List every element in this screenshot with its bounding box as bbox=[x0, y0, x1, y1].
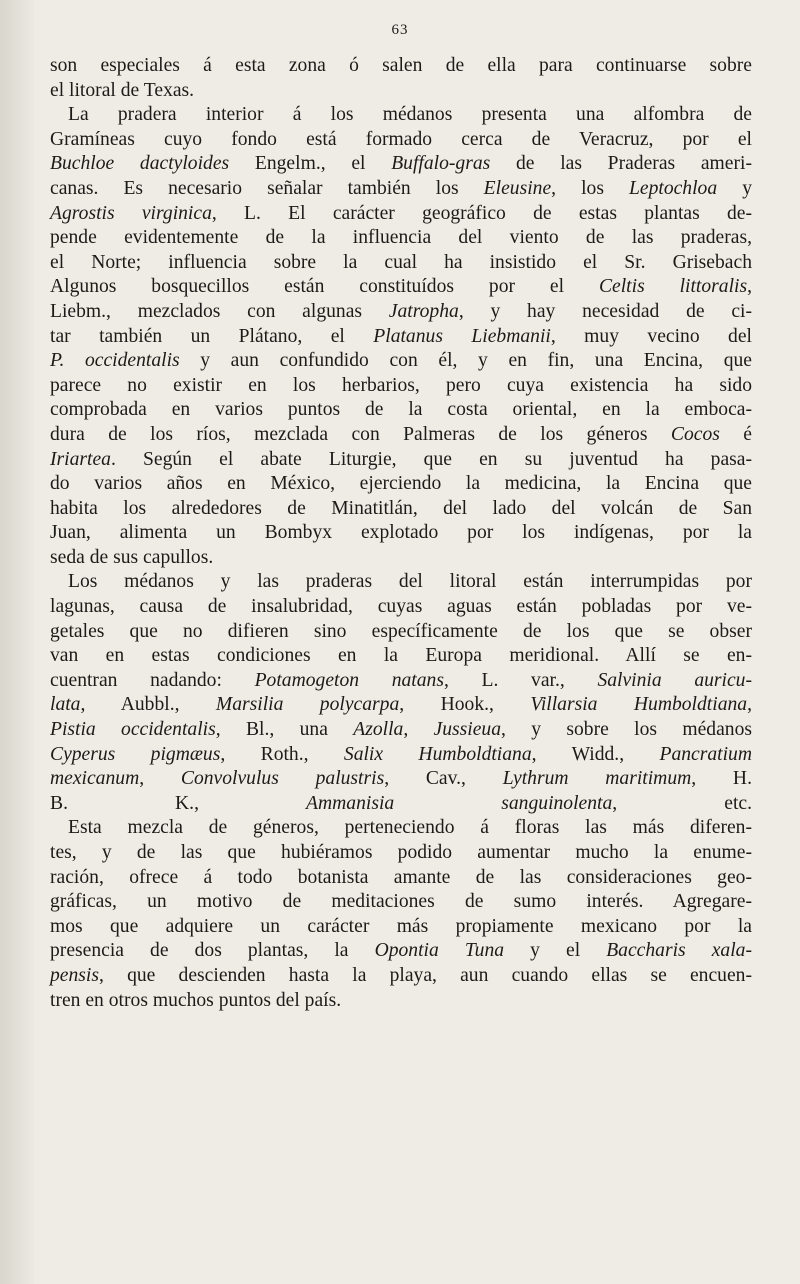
species-name: Opontia Tuna bbox=[374, 940, 505, 962]
page-shadow-edge bbox=[0, 0, 34, 1284]
text-segment: La pradera interior á los médanos presenta una alfombra de bbox=[68, 104, 752, 126]
text-segment: , y sobre los médanos bbox=[501, 719, 752, 741]
species-name: Jatropha bbox=[388, 300, 459, 322]
text-line bbox=[50, 546, 752, 571]
text-segment: pende evidentemente de la influencia del viento de las praderas, bbox=[50, 227, 752, 249]
species-name: P. occidentalis bbox=[50, 350, 180, 372]
species-name: Lythrum maritimum bbox=[502, 768, 692, 790]
text-line bbox=[50, 423, 752, 448]
species-name: Pancratium bbox=[659, 743, 752, 765]
text-segment: y aun confundido con él, y en fin, una Encina, que bbox=[179, 350, 752, 372]
text-segment: , Hook., bbox=[399, 694, 531, 716]
text-line bbox=[50, 497, 752, 522]
text-segment: é bbox=[719, 423, 752, 445]
text-segment: , Roth., bbox=[220, 743, 344, 765]
text-line bbox=[50, 718, 752, 743]
text-line bbox=[50, 792, 752, 817]
text-segment: , que descienden hasta la playa, aun cuando ellas se encuen- bbox=[98, 964, 752, 986]
text-segment: ración, ofrece á todo botanista amante de las consideraciones geo- bbox=[50, 866, 752, 888]
species-name: Leptochloa bbox=[628, 177, 718, 199]
text-line bbox=[50, 448, 752, 473]
text-line bbox=[50, 177, 752, 202]
text-segment: Los médanos y las praderas del litoral están interrumpidas por bbox=[68, 571, 752, 593]
text-segment: , bbox=[139, 768, 181, 790]
text-line bbox=[50, 570, 752, 595]
text-line bbox=[50, 743, 752, 768]
text-line bbox=[50, 103, 752, 128]
text-line bbox=[50, 398, 752, 423]
text-segment: Juan, alimenta un Bombyx explotado por los indígenas, por la bbox=[50, 522, 752, 544]
text-line bbox=[50, 816, 752, 841]
text-line bbox=[50, 349, 752, 374]
text-segment: , bbox=[747, 694, 752, 716]
species-name: Ammanisia sanguinolenta bbox=[306, 792, 613, 814]
text-line bbox=[50, 890, 752, 915]
species-name: mexicanum bbox=[50, 768, 140, 790]
text-segment: , H. bbox=[691, 768, 752, 790]
text-segment: , Bl., una bbox=[215, 719, 354, 741]
species-name: Jussieua bbox=[433, 719, 502, 741]
text-segment: comprobada en varios puntos de la costa oriental, en la emboca- bbox=[50, 399, 752, 421]
species-name: Celtis littoralis bbox=[598, 276, 748, 298]
text-line bbox=[50, 521, 752, 546]
species-name: Baccharis xala- bbox=[606, 940, 752, 962]
species-name: Agrostis virginica bbox=[50, 202, 212, 224]
text-line bbox=[50, 767, 752, 792]
text-segment: , y hay necesidad de ci- bbox=[458, 300, 752, 322]
text-segment: getales que no difieren sino específicamente de los que se obser bbox=[50, 620, 752, 642]
text-segment: Engelm., el bbox=[229, 153, 392, 175]
text-line bbox=[50, 620, 752, 645]
text-line bbox=[50, 202, 752, 227]
text-segment: tren en otros muchos puntos del país. bbox=[50, 989, 342, 1011]
text-segment: , muy vecino del bbox=[550, 325, 752, 347]
text-segment: do varios años en México, ejerciendo la medicina, la Encina que bbox=[50, 473, 752, 495]
species-name: Eleusine bbox=[483, 177, 552, 199]
species-name: pensis bbox=[50, 964, 99, 986]
text-segment: B. K., bbox=[50, 792, 307, 814]
text-segment: son especiales á esta zona ó salen de ella para continuarse sobre bbox=[50, 55, 752, 76]
text-segment: . Según el abate Liturgie, que en su juventud ha pasa- bbox=[110, 448, 752, 470]
text-segment: Liebm., mezclados con algunas bbox=[50, 300, 389, 322]
text-line bbox=[50, 693, 752, 718]
text-segment: mos que adquiere un carácter más propiamente mexicano por la bbox=[50, 915, 752, 937]
text-segment: , bbox=[403, 719, 434, 741]
text-segment: parece no existir en los herbarios, pero cuya existencia ha sido bbox=[50, 374, 752, 396]
text-segment: el Norte; influencia sobre la cual ha insistido el Sr. Grisebach bbox=[50, 251, 752, 273]
species-name: Potamogeton natans bbox=[254, 669, 444, 691]
text-segment: dura de los ríos, mezclada con Palmeras de los géneros bbox=[50, 423, 671, 445]
species-name: Cyperus pigmæus bbox=[50, 743, 221, 765]
species-name: Buchloe dactyloides bbox=[50, 153, 230, 175]
text-line bbox=[50, 251, 752, 276]
text-segment: cuentran nadando: bbox=[50, 669, 255, 691]
species-name: lata bbox=[50, 694, 81, 716]
text-segment: tar también un Plátano, el bbox=[50, 325, 374, 347]
text-line bbox=[50, 939, 752, 964]
text-line bbox=[50, 472, 752, 497]
text-segment: Algunos bosquecillos están constituídos por el bbox=[50, 276, 599, 298]
text-line bbox=[50, 964, 752, 989]
text-line bbox=[50, 374, 752, 399]
text-line bbox=[50, 989, 752, 1014]
text-segment: presencia de dos plantas, la bbox=[50, 940, 375, 962]
text-line bbox=[50, 595, 752, 620]
species-name: Buffalo-gras bbox=[391, 153, 491, 175]
text-segment: , etc. bbox=[612, 792, 752, 814]
text-line bbox=[50, 226, 752, 251]
species-name: Salix Humboldtiana bbox=[343, 743, 532, 765]
text-segment: tes, y de las que hubiéramos podido aumentar mucho la enume- bbox=[50, 842, 752, 863]
species-name: Convolvulus palustris bbox=[180, 768, 385, 790]
text-segment: habita los alrededores de Minatitlán, del lado del volcán de San bbox=[50, 497, 752, 519]
text-line bbox=[50, 669, 752, 694]
text-segment: Gramíneas cuyo fondo está formado cerca de Veracruz, por el bbox=[50, 128, 752, 150]
text-segment: , Cav., bbox=[384, 768, 503, 790]
text-line bbox=[50, 275, 752, 300]
text-line bbox=[50, 841, 752, 866]
species-name: Platanus Liebmanii bbox=[373, 325, 551, 347]
text-segment: van en estas condiciones en la Europa meridional. Allí se en- bbox=[50, 645, 752, 667]
species-name: Villarsia Humboldtiana bbox=[530, 694, 748, 716]
text-line bbox=[50, 79, 752, 104]
text-segment: , Widd., bbox=[531, 743, 660, 765]
species-name: Iriartea bbox=[50, 448, 111, 470]
text-segment: el litoral de Texas. bbox=[50, 79, 195, 101]
text-segment: y bbox=[717, 177, 752, 199]
text-line bbox=[50, 300, 752, 325]
text-line bbox=[50, 325, 752, 350]
species-name: Salvinia auricu- bbox=[597, 669, 753, 691]
text-segment: , L. var., bbox=[443, 669, 598, 691]
species-name: Cocos bbox=[670, 423, 720, 445]
text-segment: , bbox=[747, 276, 752, 298]
text-segment: , los bbox=[551, 177, 629, 199]
text-segment: Esta mezcla de géneros, perteneciendo á floras las más diferen- bbox=[68, 817, 752, 839]
species-name: Azolla bbox=[353, 719, 404, 741]
page-number: 63 bbox=[391, 22, 409, 38]
text-segment: canas. Es necesario señalar también los bbox=[50, 177, 484, 199]
species-name: Pistia occidentalis bbox=[50, 719, 216, 741]
text-segment: de las Praderas ameri- bbox=[490, 153, 752, 175]
text-segment: gráficas, un motivo de meditaciones de sumo interés. Agregare- bbox=[50, 891, 752, 913]
text-line bbox=[50, 915, 752, 940]
text-segment: y el bbox=[504, 940, 607, 962]
text-line bbox=[50, 644, 752, 669]
text-segment: seda de sus capullos. bbox=[50, 546, 214, 568]
text-segment: , L. El carácter geográfico de estas plantas de- bbox=[211, 202, 752, 224]
text-line bbox=[50, 866, 752, 891]
text-segment: lagunas, causa de insalubridad, cuyas aguas están pobladas por ve- bbox=[50, 596, 752, 618]
text-line bbox=[50, 54, 752, 79]
text-line bbox=[50, 152, 752, 177]
species-name: Marsilia polycarpa bbox=[215, 694, 400, 716]
text-segment: , Aubbl., bbox=[80, 694, 216, 716]
body-text bbox=[50, 54, 752, 1013]
text-line bbox=[50, 128, 752, 153]
